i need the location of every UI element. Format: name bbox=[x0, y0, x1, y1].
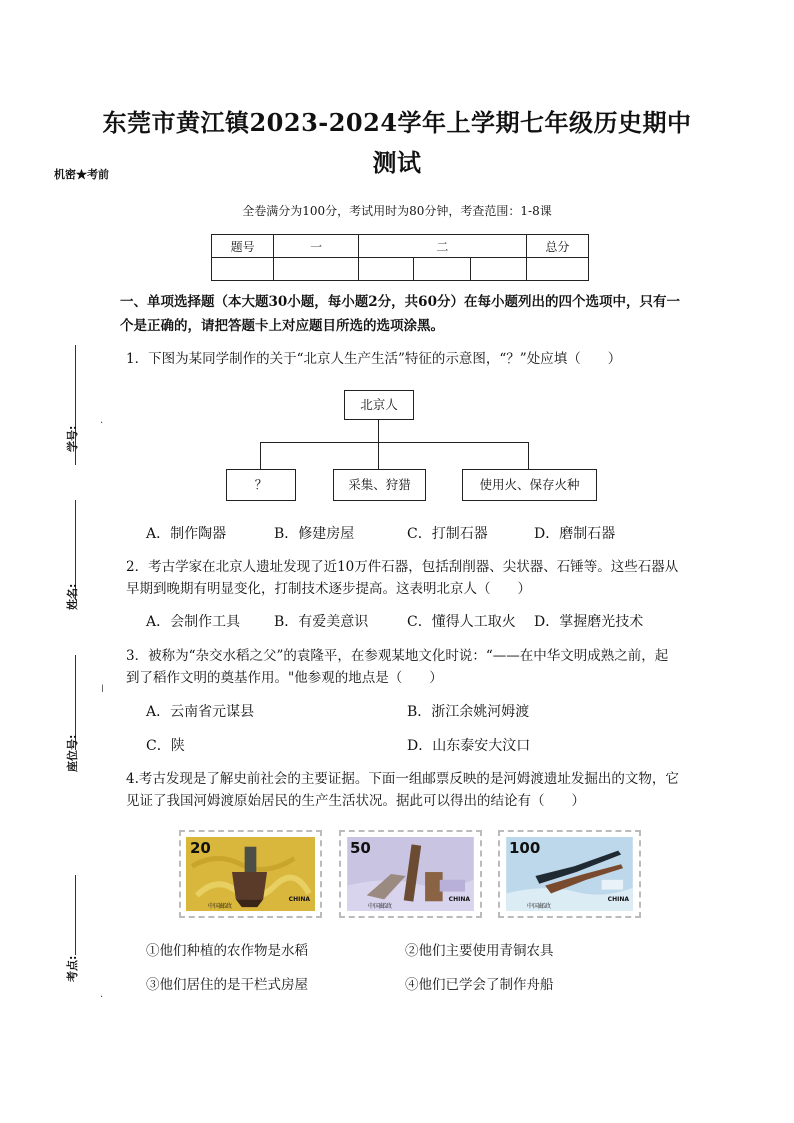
score-cell bbox=[470, 258, 526, 281]
q1-option-b[interactable]: B．修建房屋 bbox=[274, 526, 355, 542]
question-3-stem: 3．被称为“杂交水稻之父”的袁隆平，在参观某地文化时说：“——在中华文明成熟之前，起到了稻作文明的奠基作用。"他参观的地点是（ ） bbox=[126, 648, 669, 686]
score-header-total: 总分 bbox=[526, 235, 588, 258]
q4-statement-4: ④他们已学会了制作舟船 bbox=[405, 977, 554, 993]
q2-option-c[interactable]: C．懂得人工取火 bbox=[407, 614, 516, 630]
side-label-exam-room: 考点: bbox=[66, 955, 79, 982]
question-4-stem: 4.考古发现是了解史前社会的主要证据。下面一组邮票反映的是河姆渡遗址发掘出的文物，它见证了我国河姆渡原始居民的生产生活状况。据此可以得出的结论有（ ） bbox=[126, 771, 679, 809]
q4-statement-3: ③他们居住的是干栏式房屋 bbox=[146, 977, 308, 993]
score-table bbox=[211, 234, 589, 281]
stamp-denomination: 50 bbox=[350, 839, 371, 857]
stamp-country: CHINA bbox=[288, 896, 310, 903]
score-header-1: 一 bbox=[274, 235, 359, 258]
diagram-root-box: 北京人 bbox=[344, 390, 414, 420]
exam-title-line1: 东莞市黄江镇2023-2024学年上学期七年级历史期中 bbox=[102, 108, 692, 137]
stamp-50 bbox=[339, 830, 482, 918]
diagram-child-unknown: ？ bbox=[226, 469, 296, 501]
binding-line bbox=[75, 875, 76, 955]
score-cell bbox=[526, 258, 588, 281]
q1-option-c[interactable]: C．打制石器 bbox=[407, 526, 488, 542]
diagram-child-gathering: 采集、狩猎 bbox=[333, 469, 426, 501]
diagram-connector bbox=[260, 442, 528, 443]
stamp-post-label: 中国邮政 bbox=[208, 903, 233, 910]
binding-tick: · bbox=[100, 418, 104, 429]
score-cell bbox=[212, 258, 274, 281]
section-1-instructions: 一、单项选择题（本大题30小题，每小题2分，共60分）在每小题列出的四个选项中，只有一个是正确的，请把答题卡上对应题目所选的选项涂黑。 bbox=[120, 294, 680, 334]
score-cell bbox=[274, 258, 359, 281]
side-label-name: 姓名: bbox=[66, 583, 79, 610]
diagram-connector bbox=[378, 419, 379, 443]
stamp-100 bbox=[498, 830, 641, 918]
stamp-20 bbox=[179, 830, 322, 918]
q1-option-d[interactable]: D．磨制石器 bbox=[534, 526, 616, 542]
score-cell bbox=[359, 258, 414, 281]
q3-option-b[interactable]: B．浙江余姚河姆渡 bbox=[407, 704, 530, 720]
q3-option-d[interactable]: D．山东泰安大汶口 bbox=[407, 738, 531, 754]
question-2-stem: 2．考古学家在北京人遗址发现了近10万件石器，包括刮削器、尖状器、石锤等。这些石器从早期到晚期有明显变化，打制技术逐步提高。这表明北京人（ ） bbox=[126, 559, 679, 597]
exam-note: 全卷满分为100分，考试用时为80分钟，考查范围：1-8课 bbox=[242, 204, 552, 218]
binding-tick: ǀ bbox=[101, 684, 104, 695]
diagram-connector bbox=[378, 442, 379, 469]
q3-option-a[interactable]: A．云南省元谋县 bbox=[146, 704, 255, 720]
stamp-country: CHINA bbox=[448, 896, 470, 903]
q2-option-a[interactable]: A．会制作工具 bbox=[146, 614, 241, 630]
q4-statement-1: ①他们种植的农作物是水稻 bbox=[146, 943, 308, 959]
binding-tick: · bbox=[100, 992, 104, 1003]
diagram-connector bbox=[260, 442, 261, 469]
q2-option-b[interactable]: B．有爱美意识 bbox=[274, 614, 369, 630]
stamp-post-label: 中国邮政 bbox=[527, 903, 552, 910]
secret-label: 机密★考前 bbox=[54, 168, 109, 181]
stamp-denomination: 20 bbox=[190, 839, 211, 857]
exam-title-line2: 测试 bbox=[372, 148, 422, 177]
score-cell bbox=[414, 258, 470, 281]
stamp-country: CHINA bbox=[607, 896, 629, 903]
stamp-denomination: 100 bbox=[509, 839, 541, 857]
score-header-2: 二 bbox=[359, 235, 527, 258]
question-1-stem: 1．下图为某同学制作的关于“北京人生产生活”特征的示意图，“？”处应填（ ） bbox=[126, 351, 622, 367]
q2-option-d[interactable]: D．掌握磨光技术 bbox=[534, 614, 644, 630]
side-label-seat: 座位号: bbox=[66, 734, 79, 772]
q4-statement-2: ②他们主要使用青铜农具 bbox=[405, 943, 554, 959]
side-label-student-id: 学号: bbox=[66, 425, 79, 452]
diagram-connector bbox=[528, 442, 529, 469]
diagram-child-fire: 使用火、保存火种 bbox=[462, 469, 597, 501]
score-header-no: 题号 bbox=[212, 235, 274, 258]
stamp-post-label: 中国邮政 bbox=[368, 903, 393, 910]
q3-option-c[interactable]: C．陕 bbox=[146, 738, 185, 754]
q1-option-a[interactable]: A．制作陶器 bbox=[146, 526, 227, 542]
